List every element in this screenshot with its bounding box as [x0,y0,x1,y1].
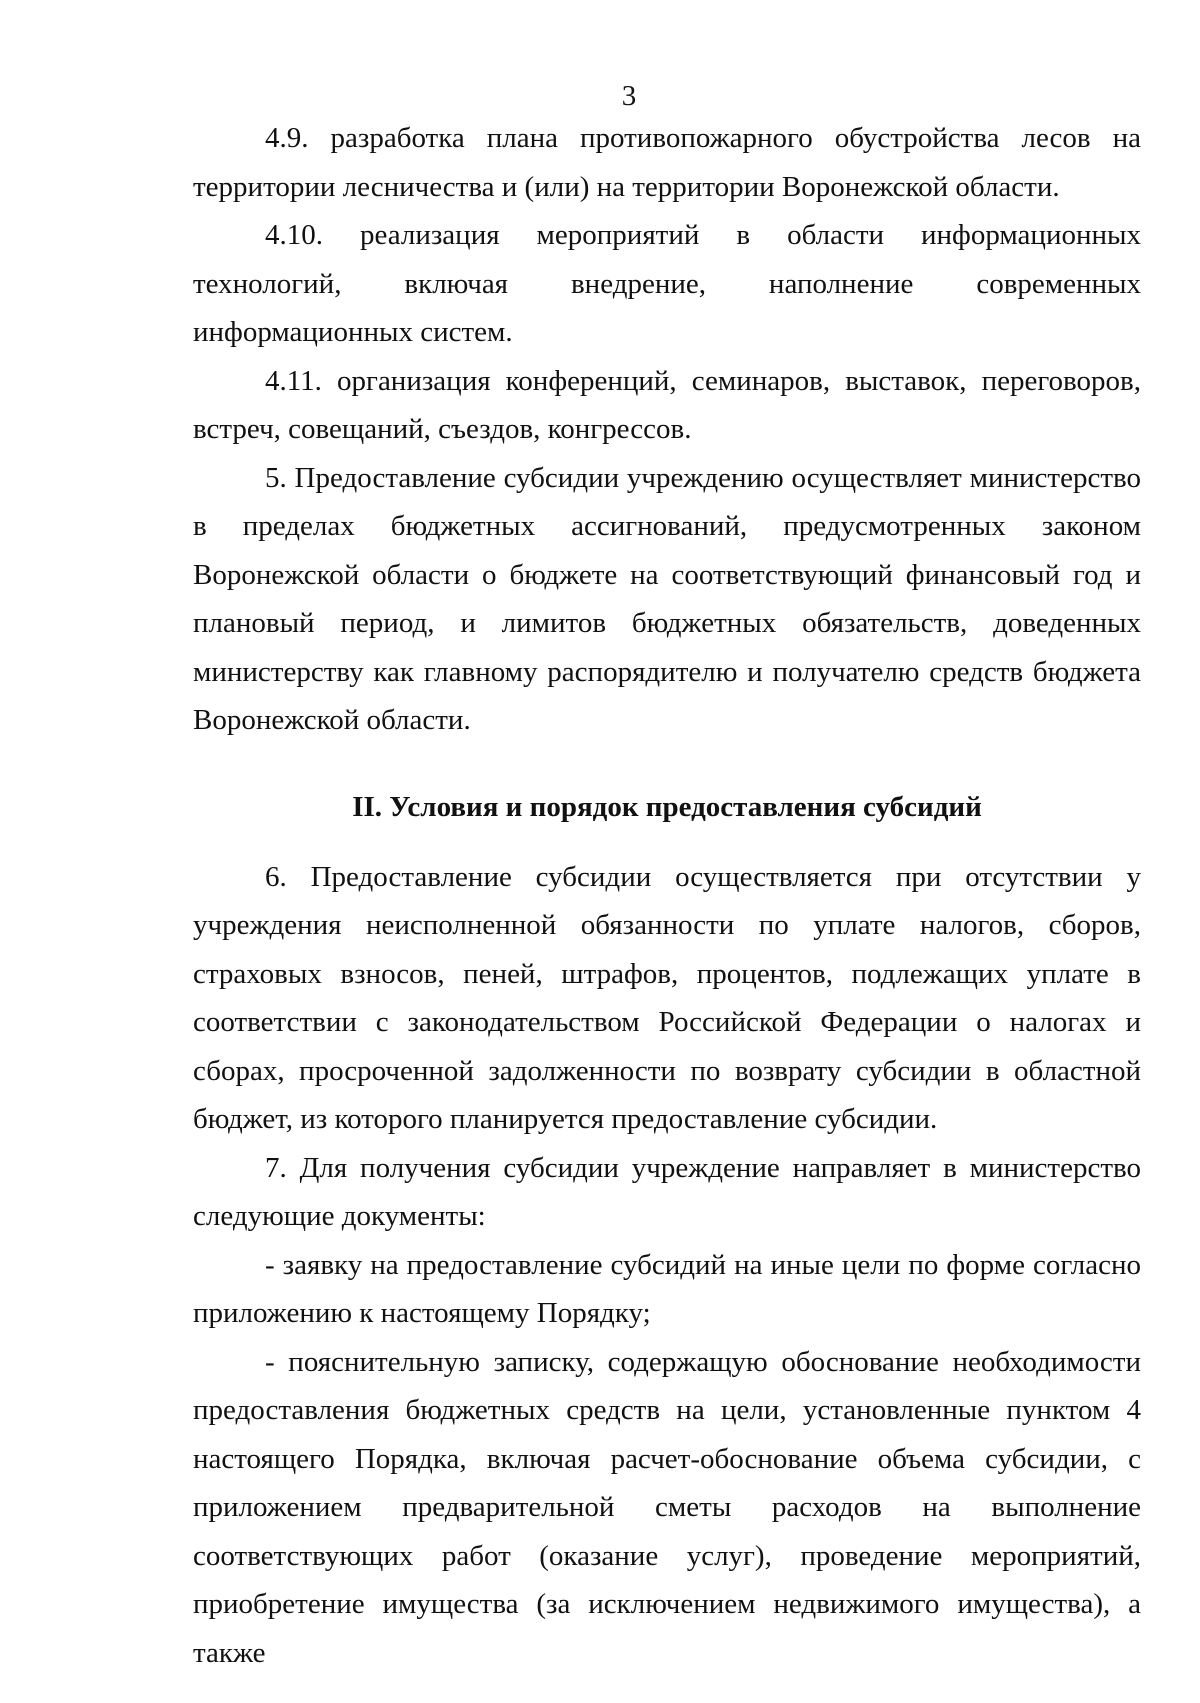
list-item-application: - заявку на предоставление субсидий на иные цели по форме согласно приложению к настоящему Порядку; [193,1248,1141,1329]
paragraph-4-9: 4.9. разработка плана противопожарного обустройства лесов на территории лесничества и (или) на территории Воронежской области. [193,122,1141,203]
document-body [193,114,1141,1677]
paragraph-7: 7. Для получения субсидии учреждение направляет в министерство следующие документы: [193,1151,1141,1232]
list-item-explanatory-note: - пояснительную записку, содержащую обоснование необходимости предоставления бюджетных средств на цели, установленные пунктом 4 настоящего Порядка, включая расчет-обоснование объема субсидии, с приложением предварительной сметы расходов на выполнение соответствующих работ (оказание услуг), проведение мероприятий, приобретение имущества (за исключением недвижимого имущества), а также [193,1345,1141,1669]
page-number: 3 [621,80,637,112]
paragraph-5: 5. Предоставление субсидии учреждению осуществляет министерство в пределах бюджетных ассигнований, предусмотренных законом Воронежской области о бюджете на соответствующий финансовый год и плановый период, и лимитов бюджетных обязательств, доведенных министерству как главному распорядителю и получателю средств бюджета Воронежской области. [193,461,1141,736]
paragraph-4-10: 4.10. реализация мероприятий в области информационных технологий, включая внедрение, наполнение современных информационных систем. [193,219,1141,348]
paragraph-4-11: 4.11. организация конференций, семинаров, выставок, переговоров, встреч, совещаний, съездов, конгрессов. [193,364,1141,445]
paragraph-6: 6. Предоставление субсидии осуществляется при отсутствии у учреждения неисполненной обязанности по уплате налогов, сборов, страховых взносов, пеней, штрафов, процентов, подлежащих уплате в соответствии с законодательством Российской Федерации о налогах и сборах, просроченной задолженности по возврату субсидии в областной бюджет, из которого планируется предоставление субсидии. [193,860,1141,1135]
section-heading: II. Условия и порядок предоставления субсидий [352,790,982,823]
